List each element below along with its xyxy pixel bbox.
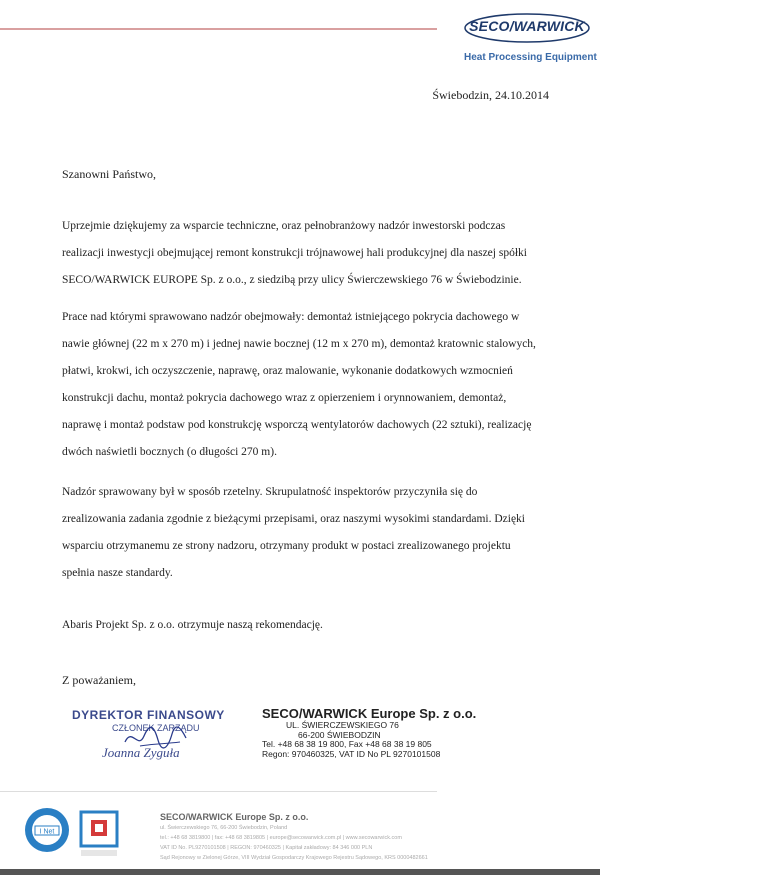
- footer-company: SECO/WARWICK Europe Sp. z o.o.: [160, 812, 309, 822]
- stamp-line: Regon: 970460325, VAT ID No PL 9270101508: [262, 748, 441, 759]
- cert-label: I Net: [39, 828, 55, 836]
- paragraph-line: nawie głównej (22 m x 270 m) i jednej nawie bocznej (12 m x 270 m), demontaż kratownic stalowych,: [62, 338, 536, 350]
- paragraph-2: [62, 304, 550, 466]
- paragraph-3: [62, 479, 550, 587]
- stamp-title: DYREKTOR FINANSOWY: [72, 708, 225, 722]
- footer-address: ul. Świerczewskiego 76, 66-200 Świebodzin, Poland: [160, 825, 288, 831]
- footer-contact: tel.: +48 68 3819800 | fax: +48 68 3819805 | europe@secowarwick.com.pl | www.secowarwick.com: [160, 835, 402, 841]
- stamp-line: 66-200 ŚWIEBODZIN: [298, 729, 381, 740]
- company-logo: [463, 12, 591, 44]
- company-stamp: [262, 706, 476, 759]
- paragraph-line: dwóch naświetli bocznych (o długości 270 m).: [62, 446, 277, 458]
- certification-badge-icon: [23, 806, 71, 854]
- paragraph-line: Abaris Projekt Sp. z o.o. otrzymuje naszą rekomendację.: [62, 619, 323, 631]
- paragraph-line: naprawę i montaż podstaw pod konstrukcję wsporczą wentylatorów dachowych (22 sztuki), realizację: [62, 419, 532, 431]
- paragraph-line: Uprzejmie dziękujemy za wsparcie techniczne, oraz pełnobranżowy nadzór inwestorski podczas: [62, 220, 506, 232]
- iso-certificate-icon: [79, 810, 119, 858]
- page-bottom-edge: [0, 869, 600, 875]
- paragraph-line: konstrukcji dachu, montaż pokrycia dachowego wraz z opierzeniem i orynnowaniem, demontaż,: [62, 392, 507, 404]
- letter-date: Świebodzin, 24.10.2014: [432, 88, 549, 102]
- paragraph-line: realizacji inwestycji obejmującej remont konstrukcji trójnawowej hali produkcyjnej dla naszej spółki: [62, 247, 527, 259]
- paragraph-line: spełnia nasze standardy.: [62, 567, 173, 579]
- header-rule: [0, 28, 437, 30]
- stamp-subtitle: CZŁONEK ZARZĄDU: [112, 723, 200, 733]
- paragraph-line: wsparciu otrzymanemu ze strony nadzoru, otrzymany produkt w postaci zrealizowanego projektu: [62, 540, 511, 552]
- letter-greeting: Szanowni Państwo,: [62, 167, 156, 181]
- stamp-line: UL. ŚWIERCZEWSKIEGO 76: [286, 720, 399, 730]
- paragraph-1: [62, 213, 550, 294]
- letter-closing: Z poważaniem,: [62, 673, 136, 687]
- paragraph-4: [62, 612, 550, 639]
- stamp-company: SECO/WARWICK Europe Sp. z o.o.: [262, 706, 477, 721]
- footer-registration: VAT ID No. PL9270101508 | REGON: 970460325 | Kapitał zakładowy: 84 346 000 PLN: [160, 845, 373, 851]
- tagline: Heat Processing Equipment: [464, 52, 597, 63]
- signatory-name: Joanna Zyguła: [102, 745, 180, 760]
- logo-text: SECO/WARWICK: [469, 18, 585, 34]
- paragraph-line: płatwi, krokwi, ich oczyszczenie, naprawę, oraz malowanie, wykonanie dodatkowych wzmocnień: [62, 365, 513, 377]
- stamp-line: Tel. +48 68 38 19 800, Fax +48 68 38 19 805: [262, 739, 432, 749]
- paragraph-line: SECO/WARWICK EUROPE Sp. z o.o., z siedzibą przy ulicy Świerczewskiego 76 w Świebodzinie.: [62, 274, 522, 286]
- paragraph-line: Prace nad którymi sprawowano nadzór obejmowały: demontaż istniejącego pokrycia dachowego w: [62, 311, 520, 323]
- footer-rule: [0, 791, 437, 792]
- paragraph-line: Nadzór sprawowany był w sposób rzetelny. Skrupulatność inspektorów przyczyniła się do: [62, 486, 478, 498]
- footer-court: Sąd Rejonowy w Zielonej Górze, VIII Wydział Gospodarczy Krajowego Rejestru Sądowego, KRS 0000482661: [160, 855, 428, 861]
- paragraph-line: zrealizowania zadania zgodnie z bieżącymi przepisami, oraz naszymi wysokimi standardami. Dzięki: [62, 513, 526, 525]
